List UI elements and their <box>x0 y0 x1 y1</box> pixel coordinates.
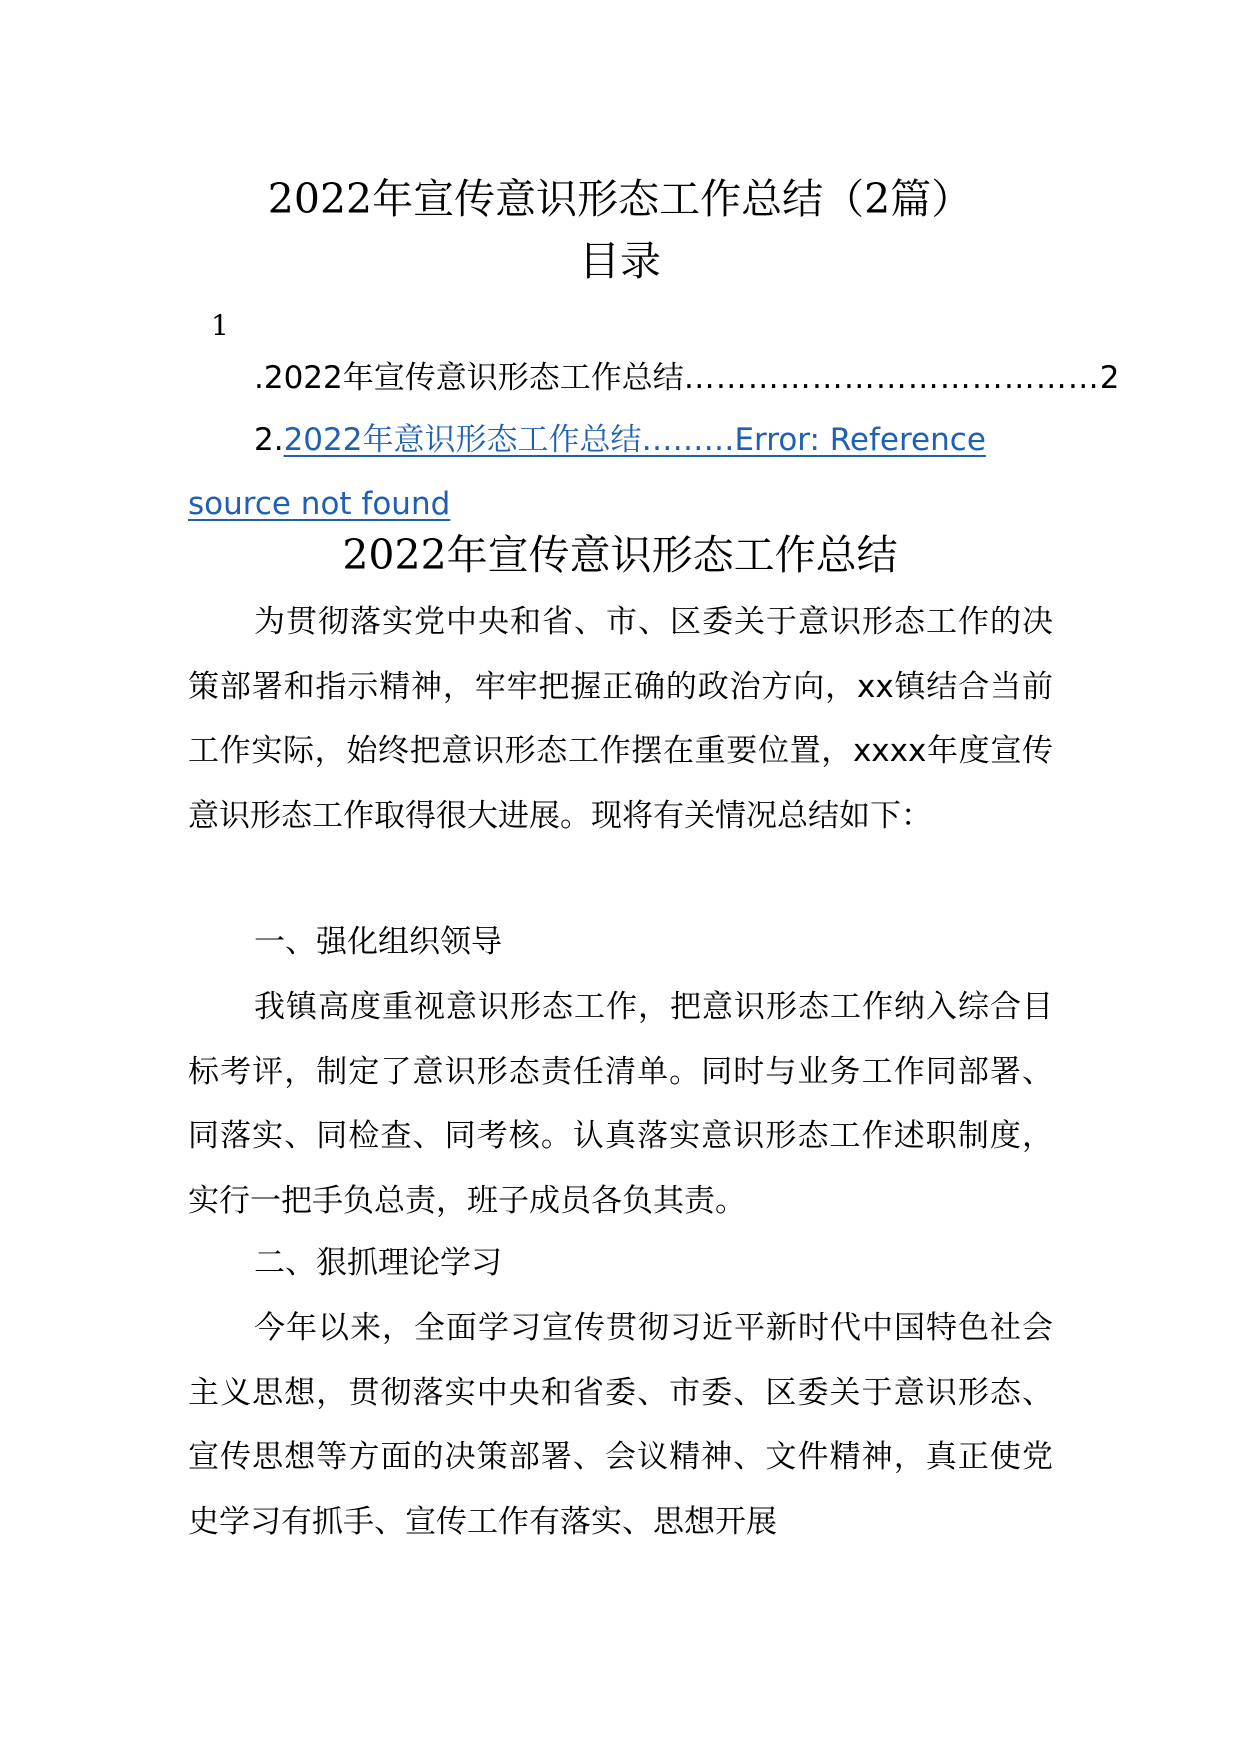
toc-entry-2-link[interactable]: 2022年意识形态工作总结………Error: Reference <box>283 422 986 458</box>
intro-paragraph: 为贯彻落实党中央和省、市、区委关于意识形态工作的决策部署和指示精神，牢牢把握正确的政治方向，xx镇结合当前工作实际，始终把意识形态工作摆在重要位置，xxxx年度宣传意识形态工作取得很大进展。现将有关情况总结如下： <box>188 604 1053 834</box>
list-number: 1 <box>211 309 229 342</box>
toc-heading: 目录 <box>579 237 661 285</box>
toc-entry-1-label: .2022年宣传意识形态工作总结 <box>254 360 684 396</box>
main-title: 2022年宣传意识形态工作总结（2篇） <box>267 175 973 223</box>
section-title: 2022年宣传意识形态工作总结 <box>342 531 898 579</box>
toc-entry-2-prefix: 2. <box>254 422 284 458</box>
toc-entry-1-page: 2 <box>1099 360 1120 396</box>
section-heading-2: 二、狠抓理论学习 <box>254 1245 502 1281</box>
toc-entry-1-leader: ………………………………… <box>683 360 1100 396</box>
paragraph-2: 今年以来，全面学习宣传贯彻习近平新时代中国特色社会主义思想，贯彻落实中央和省委、市委、区委关于意识形态、宣传思想等方面的决策部署、会议精神、文件精神，真正使党史学习有抓手、宣传工作有落实、思想开展 <box>188 1310 1053 1540</box>
toc-entry-2-link-continued[interactable]: source not found <box>188 486 451 522</box>
paragraph-1: 我镇高度重视意识形态工作，把意识形态工作纳入综合目标考评，制定了意识形态责任清单。同时与业务工作同部署、同落实、同检查、同考核。认真落实意识形态工作述职制度，实行一把手负总责，班子成员各负其责。 <box>188 989 1053 1219</box>
section-heading-1: 一、强化组织领导 <box>254 924 502 960</box>
toc-entry-1[interactable] <box>188 346 1120 410</box>
toc-entry-2 <box>188 408 1053 536</box>
